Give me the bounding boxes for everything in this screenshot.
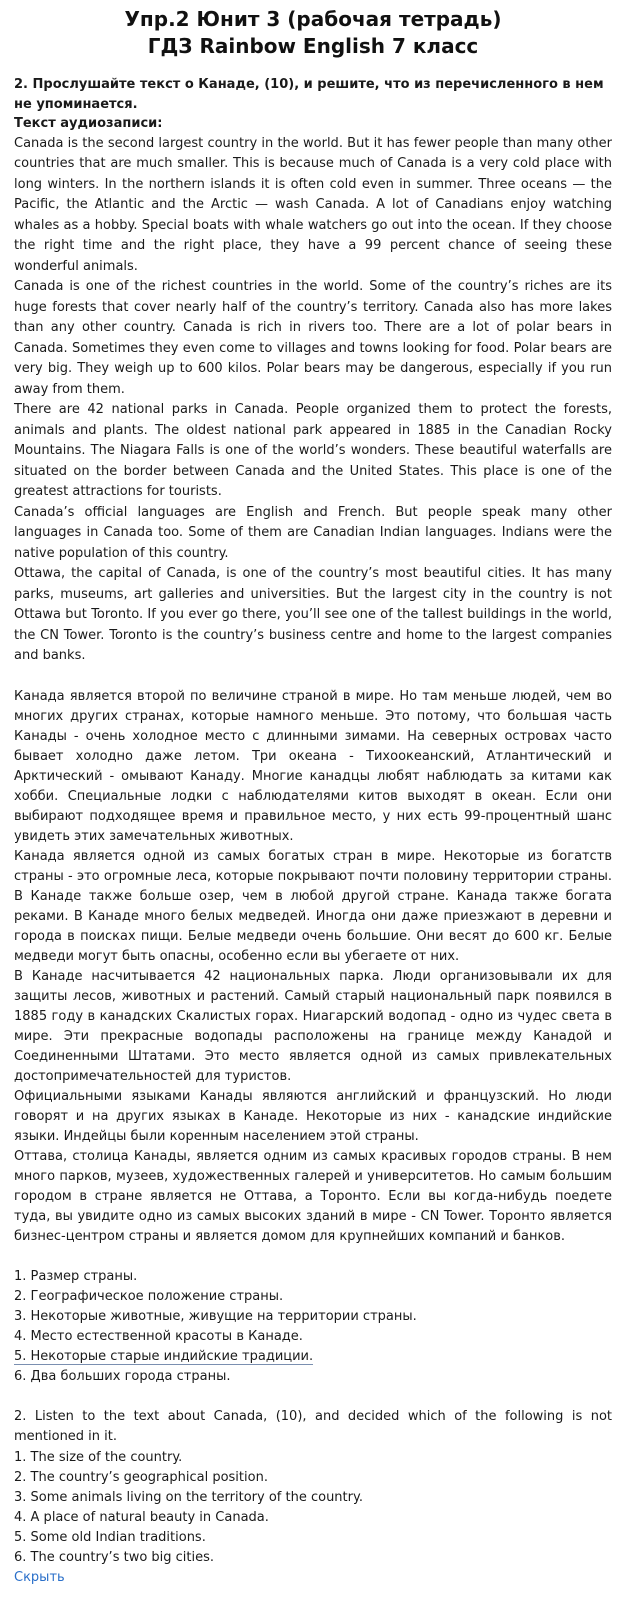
english-paragraph: Canada is the second largest country in the world. But it has fewer people than many other countries that are much smaller. This is because much of Canada is a very cold place with long winters. In the northern islands it is often cold even in summer. Three oceans — the Pacific, the Atlantic and the Arctic — wash Canada. A lot of Canadians enjoy watching whales as a hobby. Special boats with whale watchers go out into the ocean. If they choose the right time and the right place, they have a 99 percent chance of seeing these wonderful animals. <box>14 135 612 274</box>
list-item: 5. Some old Indian traditions. <box>14 1529 206 1545</box>
russian-options-list <box>14 1267 612 1387</box>
hide-link[interactable]: Скрыть <box>14 1569 65 1585</box>
english-paragraph: Ottawa, the capital of Canada, is one of the country’s most beautiful cities. It has many parks, museums, art galleries and universities. But the largest city in the country is not Ottawa but Toronto. If you ever go there, you’ll see one of the tallest buildings in the world, the CN Tower. Toronto is the country’s business centre and home to the largest companies and banks. <box>14 566 612 663</box>
russian-paragraph: Канада является второй по величине страной в мире. Но там меньше людей, чем во многих других странах, которые намного меньше. Это потому, что большая часть Канады - очень холодное место с длинными зимами. На северных островах часто бывает холодно даже летом. Три океана - Тихоокеанский, Атлантический и Арктический - омывают Канаду. Многие канадцы любят наблюдать за китами как хобби. Специальные лодки с наблюдателями китов выходят в океан. Если они выбирают подходящее время и правильное место, у них есть 99-процентный шанс увидеть этих замечательных животных. <box>14 688 612 844</box>
list-item: 1. The size of the country. <box>14 1449 183 1465</box>
russian-paragraph: Канада является одной из самых богатых стран в мире. Некоторые из богатств страны - это огромные леса, которые покрывают почти половину территории страны. В Канаде также больше озер, чем в любой другой стране. Канада также богата реками. В Канаде много белых медведей. Иногда они даже приезжают в деревни и города в поисках пищи. Белые медведи очень большие. Они весят до 600 кг. Белые медведи могут быть опасны, особенно если вы убегаете от них. <box>14 848 612 964</box>
english-paragraph: Canada is one of the richest countries in the world. Some of the country’s riches are its huge forests that cover nearly half of the country’s territory. Canada also has more lakes than any other country. Canada is rich in rivers too. There are a lot of polar bears in Canada. Sometimes they even come to villages and towns looking for food. Polar bears are very big. They weigh up to 600 kilos. Polar bears may be dangerous, especially if you run away from them. <box>14 279 612 397</box>
english-paragraph: Canada’s official languages are English and French. But people speak many other languages in Canada too. Some of them are Canadian Indian languages. Indians were the native population of this country. <box>14 504 612 561</box>
list-item: 3. Some animals living on the territory of the country. <box>14 1489 363 1505</box>
english-text <box>14 134 612 667</box>
list-item: 3. Некоторые животные, живущие на территории страны. <box>14 1308 417 1324</box>
list-item: 1. Размер страны. <box>14 1268 138 1284</box>
answer-text: 5. Некоторые старые индийские традиции. <box>14 1348 314 1364</box>
list-item: 4. A place of natural beauty in Canada. <box>14 1509 269 1525</box>
list-item: 2. Географическое положение страны. <box>14 1288 284 1304</box>
list-item: 6. The country’s two big cities. <box>14 1549 215 1565</box>
audio-text-label: Текст аудиозаписи: <box>14 116 163 131</box>
list-item: 6. Два больших города страны. <box>14 1368 231 1384</box>
page-title <box>14 6 612 60</box>
title-line-1: Упр.2 Юнит 3 (рабочая тетрадь) <box>124 7 502 31</box>
title-line-2: ГДЗ Rainbow English 7 класс <box>147 34 479 58</box>
list-item: 4. Место естественной красоты в Канаде. <box>14 1328 303 1344</box>
task-heading-ru: 2. Прослушайте текст о Канаде, (10), и решите, что из перечисленного в нем не упоминается. <box>14 77 604 112</box>
english-paragraph: There are 42 national parks in Canada. People organized them to protect the forests, animals and plants. The oldest national park appeared in 1885 in the Canadian Rocky Mountains. The Niagara Falls is one of the world’s wonders. These beautiful waterfalls are situated on the border between Canada and the United States. This place is one of the greatest attractions for tourists. <box>14 402 612 499</box>
russian-paragraph: В Канаде насчитывается 42 национальных парка. Люди организовывали их для защиты лесов, животных и растений. Самый старый национальный парк появился в 1885 году в канадских Скалистых горах. Ниагарский водопад - одно из чудес света в мире. Эти прекрасные водопады расположены на границе между Канадой и Соединенными Штатами. Это место является одной из самых привлекательных достопримечательностей для туристов. <box>14 968 612 1084</box>
spacer <box>14 1387 612 1407</box>
english-options-list <box>14 1448 612 1568</box>
russian-paragraph: Оттава, столица Канады, является одним из самых красивых городов страны. В нем много парков, музеев, художественных галерей и университетов. Но самым большим городом в стране является не Оттава, а Торонто. Если вы когда-нибудь поедете туда, вы увидите одно из самых высоких зданий в мире - CN Tower. Торонто является бизнес-центром страны и является домом для крупнейших компаний и банков. <box>14 1148 612 1244</box>
spacer <box>14 667 612 687</box>
russian-text <box>14 687 612 1247</box>
list-item: 2. The country’s geographical position. <box>14 1469 268 1485</box>
task-heading-en: 2. Listen to the text about Canada, (10), and decided which of the following is not mentioned in it. <box>14 1408 612 1444</box>
list-item-answer <box>14 1347 612 1367</box>
spacer <box>14 1247 612 1267</box>
russian-paragraph: Официальными языками Канады являются английский и французский. Но люди говорят и на других языках в Канаде. Некоторые из них - канадские индийские языки. Индейцы были коренным населением этой страны. <box>14 1088 612 1144</box>
